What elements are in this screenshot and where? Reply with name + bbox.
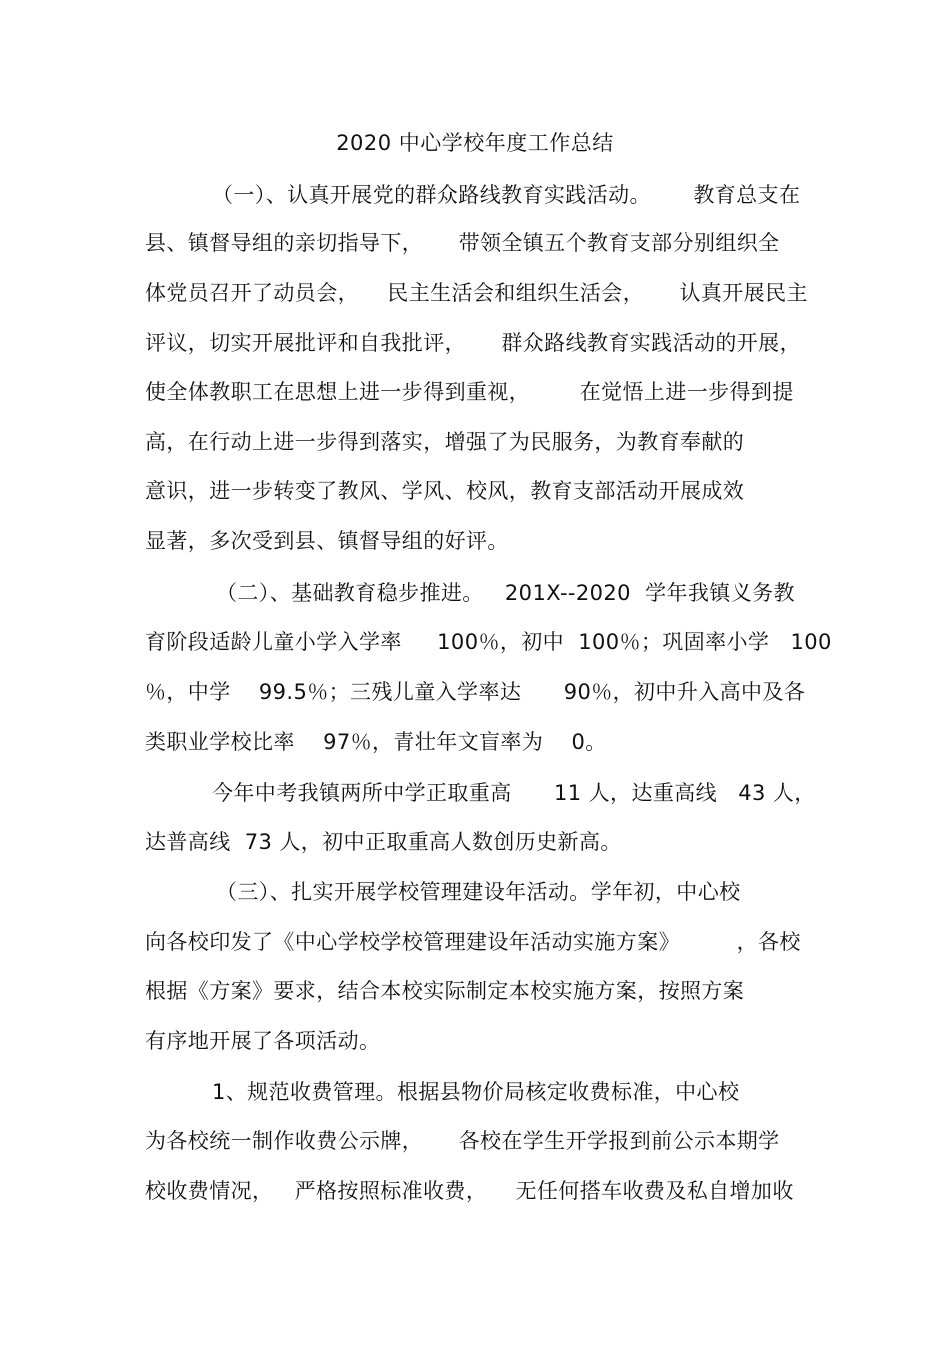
body-line-12: 类职业学校比率 97％，青壮年文盲率为 0。 — [145, 730, 607, 754]
body-line-19: 1、规范收费管理。根据县物价局核定收费标准，中心校 — [212, 1080, 740, 1104]
body-line-13: 今年中考我镇两所中学正取重高 11 人，达重高线 43 人， — [212, 781, 816, 805]
body-line-3: 体党员召开了动员会， 民主生活会和组织生活会， 认真开展民主 — [145, 281, 808, 305]
body-line-5: 使全体教职工在思想上进一步得到重视， 在觉悟上进一步得到提 — [145, 380, 794, 404]
body-line-16: 向各校印发了《中心学校学校管理建设年活动实施方案》 ，各校 — [145, 930, 801, 954]
body-line-2: 县、镇督导组的亲切指导下， 带领全镇五个教育支部分别组织全 — [145, 231, 780, 255]
body-line-17: 根据《方案》要求，结合本校实际制定本校实施方案，按照方案 — [145, 979, 745, 1003]
body-line-15: （三）、扎实开展学校管理建设年活动。学年初，中心校 — [216, 880, 741, 904]
body-line-4: 评议，切实开展批评和自我批评， 群众路线教育实践活动的开展， — [145, 331, 801, 355]
body-line-1: （一）、认真开展党的群众路线教育实践活动。 教育总支在 — [212, 183, 801, 207]
body-line-8: 显著，多次受到县、镇督导组的好评。 — [145, 529, 509, 553]
body-line-6: 高，在行动上进一步得到落实，增强了为民服务，为教育奉献的 — [145, 430, 745, 454]
body-line-20: 为各校统一制作收费公示牌， 各校在学生开学报到前公示本期学 — [145, 1129, 780, 1153]
body-line-9: （二）、基础教育稳步推进。 201X--2020 学年我镇义务教 — [216, 581, 795, 605]
body-line-11: ％，中学 99.5％；三残儿童入学率达 90％，初中升入高中及各 — [145, 680, 806, 704]
body-line-18: 有序地开展了各项活动。 — [145, 1029, 381, 1053]
body-line-21: 校收费情况， 严格按照标准收费， 无任何搭车收费及私自增加收 — [145, 1179, 794, 1203]
body-line-10: 育阶段适龄儿童小学入学率 100％，初中 100％；巩固率小学 100 — [145, 630, 832, 654]
body-line-7: 意识，进一步转变了教风、学风、校风，教育支部活动开展成效 — [145, 479, 745, 503]
document-title: 2020 中心学校年度工作总结 — [336, 131, 614, 155]
body-line-14: 达普高线 73 人，初中正取重高人数创历史新高。 — [145, 830, 622, 854]
